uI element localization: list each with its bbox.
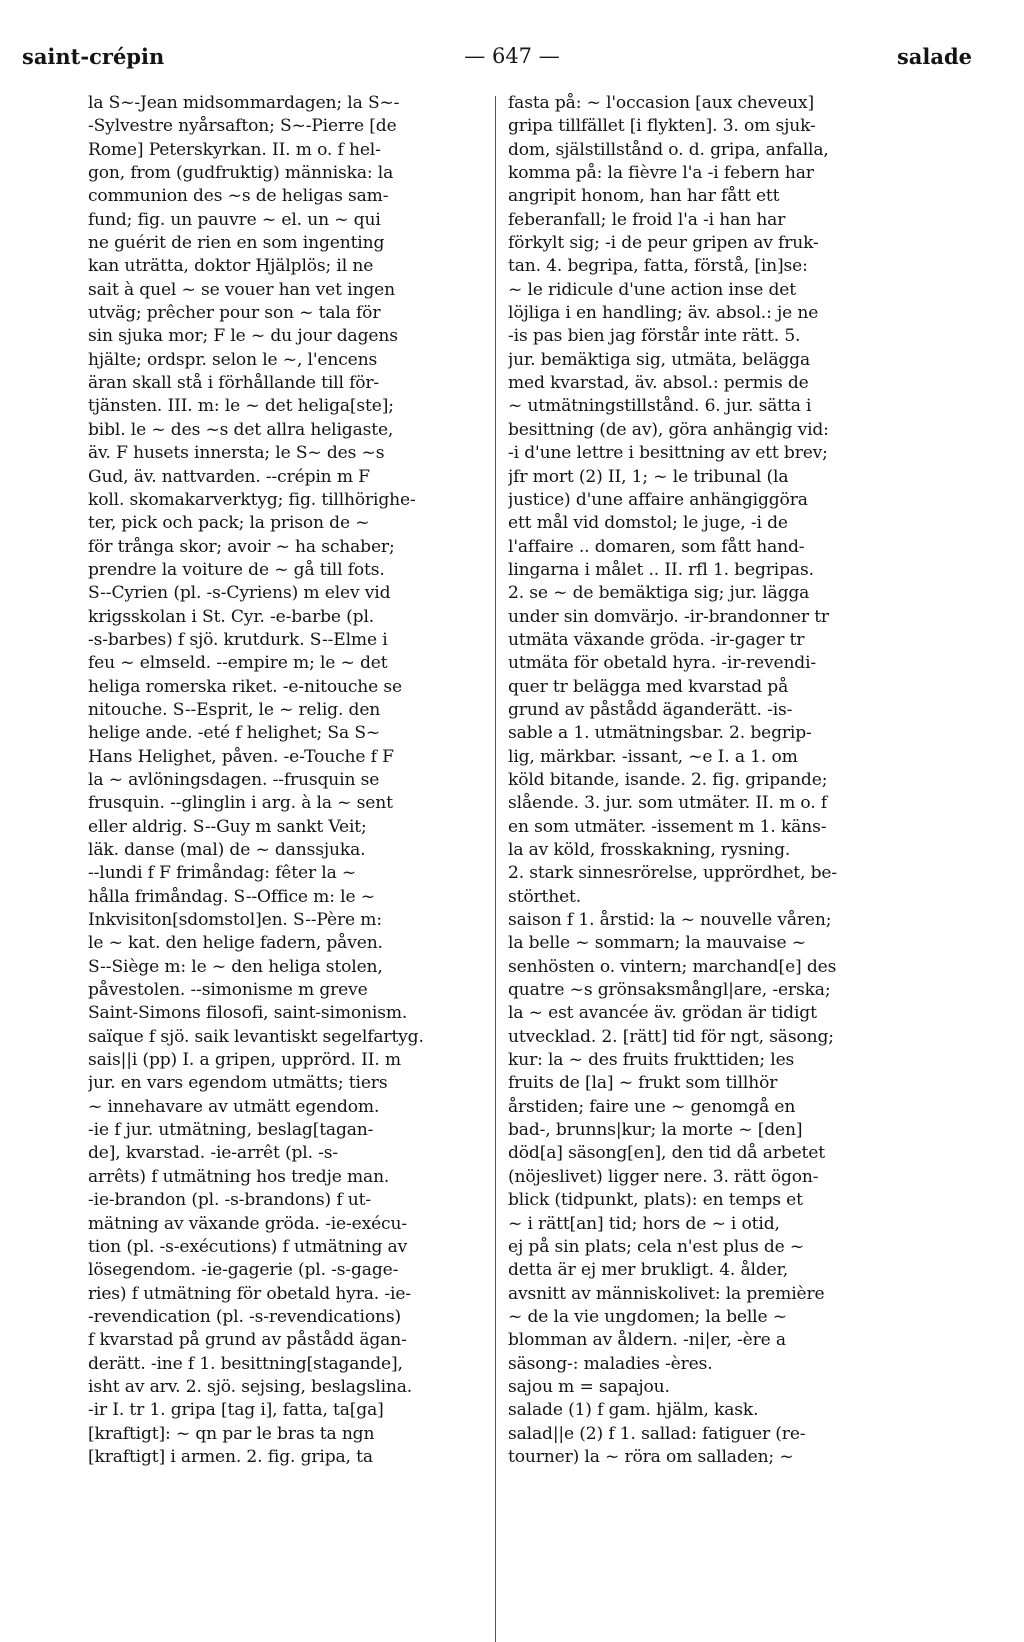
text-line: justice) d'une affaire anhängiggöra	[508, 489, 808, 510]
right-column	[508, 92, 928, 1469]
text-line: quatre ~s grönsaksmångl|are, -erska;	[508, 980, 831, 1001]
text-line: de], kvarstad. -ie-arrêt (pl. -s-	[88, 1143, 339, 1164]
text-line: slående. 3. jur. som utmäter. II. m o. f	[508, 793, 828, 814]
text-line: kur: la ~ des fruits frukttiden; les	[508, 1050, 795, 1071]
text-line: kan uträtta, doktor Hjälplös; il ne	[88, 256, 374, 277]
text-line: ~ de la vie ungdomen; la belle ~	[508, 1306, 787, 1327]
text-line: tjänsten. III. m: le ~ det heliga[ste];	[88, 396, 394, 417]
text-line: utmäta för obetald hyra. -ir-revendi-	[508, 653, 817, 674]
text-line: le ~ kat. den helige fadern, påven.	[88, 933, 383, 954]
text-line: [kraftigt] i armen. 2. fig. gripa, ta	[88, 1446, 373, 1467]
header-left-guideword: saint-crépin	[22, 44, 165, 69]
left-column	[88, 92, 478, 1469]
text-line: sable a 1. utmätningsbar. 2. begrip-	[508, 723, 812, 744]
page-number: — 647 —	[464, 44, 560, 68]
text-line: löjliga i en handling; äv. absol.: je ne	[508, 303, 819, 324]
text-line: f kvarstad på grund av påstådd ägan-	[88, 1330, 407, 1351]
text-line: salade (1) f gam. hjälm, kask.	[508, 1400, 759, 1421]
text-line: utväg; prêcher pour son ~ tala för	[88, 303, 381, 324]
column-divider	[495, 96, 496, 1642]
text-line: saison f 1. årstid: la ~ nouvelle våren;	[508, 910, 832, 931]
text-line: krigsskolan i St. Cyr. -e-barbe (pl.	[88, 606, 375, 627]
text-line: ~ utmätningstillstånd. 6. jur. sätta i	[508, 396, 812, 417]
text-line: läk. danse (mal) de ~ danssjuka.	[88, 840, 366, 860]
text-line: sais||i (pp) I. a gripen, upprörd. II. m	[88, 1050, 401, 1071]
header-right-guideword: salade	[896, 44, 972, 69]
text-line: grund av påstådd äganderätt. -is-	[508, 699, 793, 720]
text-line: derätt. -ine f 1. besittning[stagande],	[88, 1353, 403, 1374]
text-line: 2. stark sinnesrörelse, upprördhet, be-	[508, 863, 837, 884]
text-line: helige ande. -eté f helighet; Sa S~	[88, 723, 381, 744]
text-line: utmäta växande gröda. -ir-gager tr	[508, 629, 805, 650]
text-line: --lundi f F frimåndag: fêter la ~	[88, 863, 357, 884]
text-line: tan. 4. begripa, fatta, förstå, [in]se:	[508, 256, 808, 277]
text-line: feu ~ elmseld. --empire m; le ~ det	[88, 653, 388, 674]
text-line: blick (tidpunkt, plats): en temps et	[508, 1190, 803, 1211]
text-line: heliga romerska riket. -e-nitouche se	[88, 676, 402, 697]
text-line: jur. en vars egendom utmätts; tiers	[88, 1073, 388, 1094]
text-line: avsnitt av människolivet: la première	[508, 1283, 825, 1304]
text-line: ~ i rätt[an] tid; hors de ~ i otid,	[508, 1213, 780, 1234]
text-line: -i d'une lettre i besittning av ett brev;	[508, 443, 828, 464]
text-line: sait à quel ~ se vouer han vet ingen	[88, 279, 395, 300]
text-line: mätning av växande gröda. -ie-exécu-	[88, 1213, 407, 1234]
text-line: -revendication (pl. -s-revendications)	[88, 1306, 401, 1327]
text-line: död[a] säsong[en], den tid då arbetet	[508, 1143, 825, 1164]
text-line: Saint-Simons filosofi, saint-simonism.	[88, 1003, 408, 1024]
text-line: äv. F husets innersta; le S~ des ~s	[88, 443, 385, 464]
text-line: nitouche. S--Esprit, le ~ relig. den	[88, 699, 381, 720]
text-line: (nöjeslivet) ligger nere. 3. rätt ögon-	[508, 1166, 819, 1187]
text-line: besittning (de av), göra anhängig vid:	[508, 419, 829, 440]
text-line: 2. se ~ de bemäktiga sig; jur. lägga	[508, 583, 810, 604]
text-line: ~ le ridicule d'une action inse det	[508, 279, 796, 300]
text-line: la ~ avlöningsdagen. --frusquin se	[88, 769, 380, 790]
text-line: komma på: la fièvre l'a -i febern har	[508, 163, 814, 184]
text-line: utvecklad. 2. [rätt] tid för ngt, säsong;	[508, 1026, 834, 1047]
text-line: påvestolen. --simonisme m greve	[88, 980, 368, 1001]
text-line: senhösten o. vintern; marchand[e] des	[508, 956, 837, 977]
text-line: [kraftigt]: ~ qn par le bras ta ngn	[88, 1423, 375, 1444]
text-line: -Sylvestre nyårsafton; S~-Pierre [de	[88, 116, 397, 137]
text-line: -ie f jur. utmätning, beslag[tagan-	[88, 1120, 374, 1141]
text-line: fasta på: ~ l'occasion [aux cheveux]	[508, 93, 814, 113]
text-line: gon, from (gudfruktig) människa: la	[88, 163, 394, 184]
text-line: förkylt sig; -i de peur gripen av fruk-	[508, 233, 819, 254]
text-line: -ie-brandon (pl. -s-brandons) f ut-	[88, 1190, 371, 1211]
text-line: detta är ej mer brukligt. 4. ålder,	[508, 1260, 789, 1281]
text-line: la av köld, frosskakning, rysning.	[508, 840, 791, 860]
text-line: störthet.	[508, 886, 582, 907]
text-line: lingarna i målet .. II. rfl 1. begripas.	[508, 559, 814, 580]
text-line: arrêts) f utmätning hos tredje man.	[88, 1166, 390, 1187]
text-line: la ~ est avancée äv. grödan är tidigt	[508, 1003, 817, 1024]
text-line: eller aldrig. S--Guy m sankt Veit;	[88, 816, 367, 837]
text-line: ne guérit de rien en som ingenting	[88, 233, 385, 254]
text-line: blomman av åldern. -ni|er, -ère a	[508, 1330, 786, 1351]
text-line: koll. skomakarverktyg; fig. tillhörighe-	[88, 489, 416, 510]
text-line: S--Cyrien (pl. -s-Cyriens) m elev vid	[88, 583, 391, 604]
text-line: äran skall stå i förhållande till för-	[88, 373, 380, 394]
text-line: frusquin. --glinglin i arg. à la ~ sent	[88, 793, 393, 814]
text-line: tion (pl. -s-exécutions) f utmätning av	[88, 1236, 408, 1257]
text-line: -is pas bien jag förstår inte rätt. 5.	[508, 326, 801, 347]
text-line: -s-barbes) f sjö. krutdurk. S--Elme i	[88, 629, 388, 650]
text-line: -ir I. tr 1. gripa [tag i], fatta, ta[ga]	[88, 1400, 384, 1421]
text-line: jfr mort (2) II, 1; ~ le tribunal (la	[508, 466, 789, 487]
text-line: la belle ~ sommarn; la mauvaise ~	[508, 933, 806, 954]
text-line: Rome] Peterskyrkan. II. m o. f hel-	[88, 139, 381, 160]
text-line: Hans Helighet, påven. -e-Touche f F	[88, 746, 394, 767]
text-line: lig, märkbar. -issant, ~e I. a 1. om	[508, 746, 798, 767]
text-line: med kvarstad, äv. absol.: permis de	[508, 373, 809, 394]
text-line: sin sjuka mor; F le ~ du jour dagens	[88, 326, 398, 347]
text-line: lösegendom. -ie-gagerie (pl. -s-gage-	[88, 1260, 399, 1281]
text-line: angripit honom, han har fått ett	[508, 186, 780, 207]
text-line: bad-, brunns|kur; la morte ~ [den]	[508, 1120, 803, 1141]
text-line: isht av arv. 2. sjö. sejsing, beslagslina.	[88, 1376, 413, 1397]
text-line: Gud, äv. nattvarden. --crépin m F	[88, 466, 370, 487]
text-line: årstiden; faire une ~ genomgå en	[508, 1096, 796, 1117]
text-line: feberanfall; le froid l'a -i han har	[508, 209, 786, 230]
text-line: ries) f utmätning för obetald hyra. -ie-	[88, 1283, 411, 1304]
text-line: salad||e (2) f 1. sallad: fatiguer (re-	[508, 1423, 806, 1444]
text-line: säsong-: maladies -ères.	[508, 1353, 713, 1374]
text-line: gripa tillfället [i flykten]. 3. om sjuk-	[508, 116, 816, 137]
text-line: saïque f sjö. saik levantiskt segelfartyg.	[88, 1026, 424, 1047]
text-line: tourner) la ~ röra om salladen; ~	[508, 1446, 794, 1467]
text-line: ~ innehavare av utmätt egendom.	[88, 1096, 380, 1117]
text-line: bibl. le ~ des ~s det allra heligaste,	[88, 419, 394, 440]
text-line: en som utmäter. -issement m 1. käns-	[508, 816, 827, 837]
text-line: ej på sin plats; cela n'est plus de ~	[508, 1236, 805, 1257]
text-line: hjälte; ordspr. selon le ~, l'encens	[88, 349, 378, 370]
text-line: köld bitande, isande. 2. fig. gripande;	[508, 769, 828, 790]
text-line: ett mål vid domstol; le juge, -i de	[508, 513, 788, 534]
text-line: l'affaire .. domaren, som fått hand-	[508, 536, 805, 557]
text-line: jur. bemäktiga sig, utmäta, belägga	[508, 349, 810, 370]
text-line: Inkvisiton[sdomstol]en. S--Père m:	[88, 910, 382, 931]
text-line: hålla frimåndag. S--Office m: le ~	[88, 886, 375, 907]
text-line: fruits de [la] ~ frukt som tillhör	[508, 1073, 778, 1094]
text-line: S--Siège m: le ~ den heliga stolen,	[88, 956, 383, 977]
text-line: under sin domvärjo. -ir-brandonner tr	[508, 606, 829, 627]
text-line: la S~-Jean midsommardagen; la S~-	[88, 93, 400, 113]
text-line: quer tr belägga med kvarstad på	[508, 676, 789, 697]
text-line: sajou m = sapajou.	[508, 1376, 670, 1397]
text-line: prendre la voiture de ~ gå till fots.	[88, 559, 385, 580]
text-line: communion des ~s de heligas sam-	[88, 186, 389, 207]
text-line: för trånga skor; avoir ~ ha schaber;	[88, 536, 395, 557]
text-line: ter, pick och pack; la prison de ~	[88, 513, 370, 534]
text-line: dom, själstillstånd o. d. gripa, anfalla,	[508, 139, 829, 160]
text-line: fund; fig. un pauvre ~ el. un ~ qui	[88, 209, 381, 230]
